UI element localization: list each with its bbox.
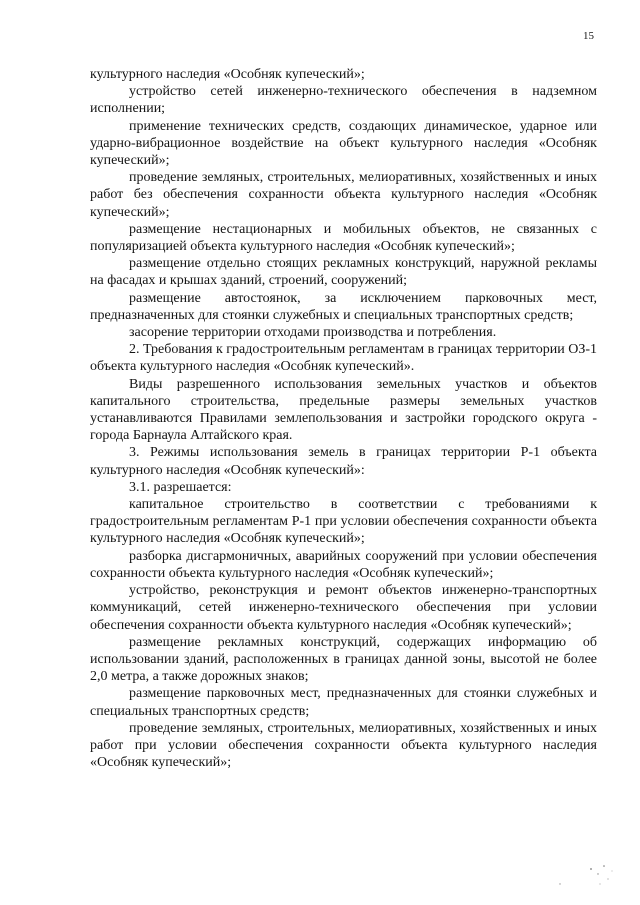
paragraph-vibration-prohibited: применение технических средств, создающих динамическое, ударное или ударно-вибрационное воздействие на объект культурного наследия «Особняк купеческий»; (90, 118, 597, 169)
paragraph-earthworks-allowed: проведение земляных, строительных, мелиоративных, хозяйственных и иных работ при условии обеспечения сохранности объекта культурного наследия «Особняк купеческий»; (90, 720, 597, 771)
paragraph-section-2: 2. Требования к градостроительным регламентам в границах территории ОЗ-1 объекта культурного наследия «Особняк купеческий». (90, 342, 597, 375)
paragraph-section-3-1: 3.1. разрешается: (129, 479, 232, 495)
scan-speck (612, 871, 613, 872)
scan-speck (590, 868, 592, 870)
scan-speck (607, 878, 608, 879)
paragraph-continuation: культурного наследия «Особняк купеческий»; (90, 67, 365, 82)
page-number: 15 (583, 30, 594, 42)
scan-speck (597, 873, 598, 874)
scan-speck (559, 883, 560, 884)
paragraph-construction-allowed: капитальное строительство в соответствии с требованиями к градостроительным регламентам Р-1 при условии обеспечения сохранности объекта культурного наследия «Особняк купеческий»; (90, 497, 597, 547)
paragraph-section-3: 3. Режимы использования земель в границах территории Р-1 объекта культурного наследия «Особняк купеческий»: (90, 445, 597, 478)
paragraph-permitted-use: Виды разрешенного использования земельных участков и объектов капитального строительства, предельные размеры земельных участков устанавливаются Правилами землепользования и застройки городского округа - города Барнаула Алтайского края. (90, 376, 597, 444)
paragraph-infrastructure-allowed: устройство, реконструкция и ремонт объектов инженерно-транспортных коммуникаций, сетей инженерно-технического обеспечения при условии обеспечения сохранности объекта культурного наследия «Особняк купеческий»; (90, 583, 597, 633)
paragraph-parking-prohibited: размещение автостоянок, за исключением парковочных мест, предназначенных для стоянки служебных и специальных транспортных средств; (90, 290, 597, 323)
paragraph-utility-networks-prohibited: устройство сетей инженерно-технического обеспечения в надземном исполнении; (90, 84, 597, 117)
paragraph-mobile-objects-prohibited: размещение нестационарных и мобильных объектов, не связанных с популяризацией объекта культурного наследия «Особняк купеческий»; (90, 221, 597, 255)
paragraph-advertising-prohibited: размещение отдельно стоящих рекламных конструкций, наружной рекламы на фасадах и крышах зданий, строений, сооружений; (90, 256, 597, 289)
paragraph-demolition-allowed: разборка дисгармоничных, аварийных сооружений при условии обеспечения сохранности объекта культурного наследия «Особняк купеческий»; (90, 548, 597, 581)
paragraph-earthworks-prohibited: проведение земляных, строительных, мелиоративных, хозяйственных и иных работ без обеспечения сохранности объекта культурного наследия «Особняк купеческий»; (90, 170, 597, 220)
scan-speck (599, 883, 600, 884)
paragraph-parking-allowed: размещение парковочных мест, предназначенных для стоянки служебных и специальных транспортных средств; (90, 686, 597, 719)
paragraph-signage-allowed: размещение рекламных конструкций, содержащих информацию об использовании зданий, расположенных в границах данной зоны, высотой не более 2,0 метра, а также дорожных знаков; (90, 634, 597, 685)
scan-speck (603, 865, 605, 867)
paragraph-littering-prohibited: засорение территории отходами производства и потребления. (129, 325, 497, 341)
document-body (90, 66, 597, 771)
